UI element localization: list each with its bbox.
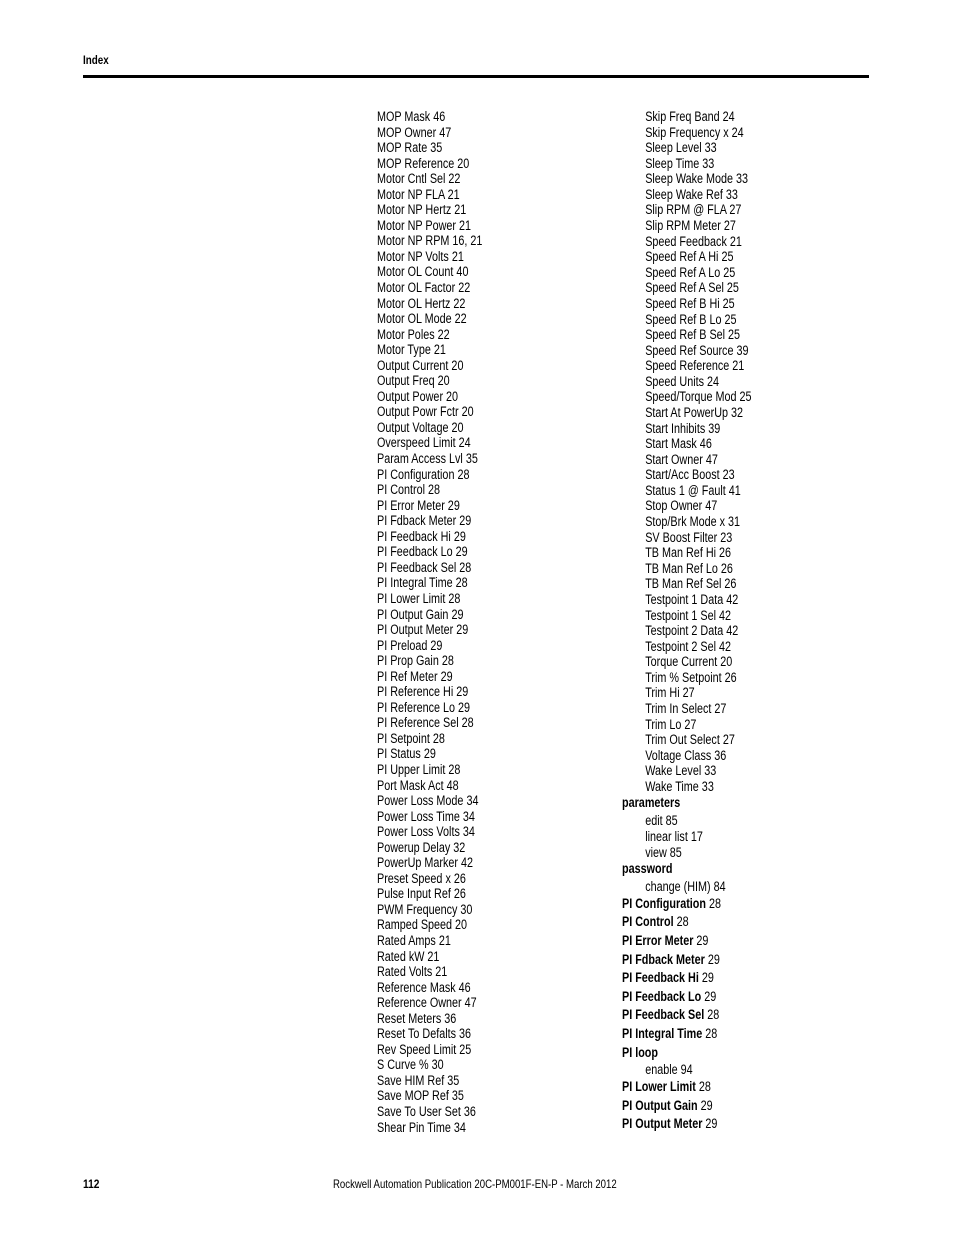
index-subentry: Trim % Setpoint 26 — [645, 669, 737, 685]
index-entry — [622, 1006, 751, 1025]
index-subentry: Speed Ref B Hi 25 — [645, 295, 735, 311]
index-term: PI Feedback Hi — [622, 970, 699, 986]
index-page-ref: 29 — [697, 1097, 713, 1113]
index-subentry: Start Inhibits 39 — [645, 420, 721, 436]
index-entry: PI Reference Sel 28 — [377, 715, 474, 731]
index-entry: Power Loss Time 34 — [377, 808, 475, 824]
index-entry: Pulse Input Ref 26 — [377, 886, 466, 902]
index-entry: PI Feedback Lo 29 — [377, 544, 468, 560]
index-page-ref: 29 — [693, 933, 709, 948]
index-subentry: Speed Ref B Lo 25 — [645, 311, 737, 327]
index-entry: PI Configuration 28 — [377, 466, 470, 482]
index-subentry: TB Man Ref Sel 26 — [645, 576, 737, 592]
index-entry: PI Feedback Hi 29 — [377, 528, 466, 544]
index-entry: PI Control 28 — [377, 482, 441, 498]
index-term: PI Error Meter — [622, 933, 694, 948]
index-entry: Output Power 20 — [377, 388, 459, 404]
index-entry: PI Prop Gain 28 — [377, 653, 454, 669]
index-term: PI Feedback Sel — [622, 1007, 705, 1023]
index-entry: PI Integral Time 28 — [377, 575, 468, 591]
index-subentry: TB Man Ref Hi 26 — [645, 545, 732, 561]
index-entry: Motor NP RPM 16, 21 — [377, 233, 483, 249]
index-entry — [622, 932, 751, 951]
index-page-ref: 29 — [701, 988, 717, 1004]
index-term: PI Output Gain — [622, 1097, 698, 1113]
index-subentry: view 85 — [645, 844, 682, 860]
index-column-right — [622, 109, 784, 1134]
index-entry: Motor OL Factor 22 — [377, 280, 471, 296]
index-entry: PI Lower Limit 28 — [377, 590, 461, 606]
index-entry: Power Loss Volts 34 — [377, 824, 475, 840]
index-subentry: Skip Frequency x 24 — [645, 124, 744, 140]
index-subentry: Testpoint 2 Data 42 — [645, 623, 739, 639]
index-page-ref: 28 — [673, 914, 689, 930]
index-subentry: Start At PowerUp 32 — [645, 404, 744, 420]
index-page-ref: 29 — [698, 970, 714, 986]
index-heading: PI loop — [622, 1044, 658, 1060]
index-entry: Motor NP Power 21 — [377, 217, 472, 233]
index-entry: PI Fdback Meter 29 — [377, 513, 472, 529]
index-entry — [622, 1078, 751, 1097]
index-entry — [622, 895, 751, 914]
index-entry: Save MOP Ref 35 — [377, 1088, 464, 1104]
index-entry: Reference Mask 46 — [377, 979, 471, 995]
index-entry: S Curve % 30 — [377, 1057, 444, 1073]
index-subentry: Slip RPM @ FLA 27 — [645, 202, 742, 218]
index-entry: Reference Owner 47 — [377, 995, 477, 1011]
index-entry: PI Setpoint 28 — [377, 730, 445, 746]
index-entry: PI Status 29 — [377, 746, 436, 762]
index-term: PI Fdback Meter — [622, 951, 705, 967]
index-entry: MOP Mask 46 — [377, 109, 446, 124]
index-subentry: Speed Ref Source 39 — [645, 342, 749, 358]
index-subentry: TB Man Ref Lo 26 — [645, 560, 733, 576]
index-subentry: Sleep Level 33 — [645, 140, 717, 156]
index-subentry: Testpoint 1 Data 42 — [645, 591, 739, 607]
page-number: 112 — [83, 1177, 100, 1191]
index-entry: Rev Speed Limit 25 — [377, 1041, 472, 1057]
index-entry: MOP Rate 35 — [377, 140, 443, 156]
index-entry: PI Preload 29 — [377, 637, 443, 653]
index-subentry: Start Mask 46 — [645, 436, 712, 452]
index-entry — [622, 913, 751, 932]
index-term: PI Lower Limit — [622, 1078, 696, 1094]
index-entry: MOP Reference 20 — [377, 155, 470, 171]
index-entry: Output Powr Fctr 20 — [377, 404, 474, 420]
index-subentry: linear list 17 — [645, 828, 703, 844]
index-subentry: Stop Owner 47 — [645, 498, 718, 514]
index-page-ref: 28 — [695, 1078, 711, 1094]
index-entry: Motor OL Count 40 — [377, 264, 469, 280]
index-entry: Motor Cntl Sel 22 — [377, 171, 461, 187]
page-header-label: Index — [83, 53, 109, 67]
index-entry: Rated Volts 21 — [377, 964, 448, 980]
index-entry: Motor OL Mode 22 — [377, 311, 467, 327]
index-subentry: Speed Ref B Sel 25 — [645, 327, 741, 343]
index-entry: PI Ref Meter 29 — [377, 668, 453, 684]
index-entry: PI Output Gain 29 — [377, 606, 464, 622]
index-subentry: Trim Lo 27 — [645, 716, 697, 732]
index-entry: Output Current 20 — [377, 357, 464, 373]
index-subentry: Start/Acc Boost 23 — [645, 467, 735, 483]
index-entry: PowerUp Marker 42 — [377, 855, 474, 871]
index-entry: Save HIM Ref 35 — [377, 1072, 460, 1088]
index-subentry: Testpoint 1 Sel 42 — [645, 607, 732, 623]
index-entry: PI Reference Hi 29 — [377, 684, 469, 700]
index-heading: parameters — [622, 795, 681, 811]
index-subentry: change (HIM) 84 — [645, 879, 726, 895]
index-page-ref: 28 — [702, 1025, 718, 1041]
index-entry: Port Mask Act 48 — [377, 777, 459, 793]
index-entry: Param Access Lvl 35 — [377, 451, 478, 467]
index-entry: Rated kW 21 — [377, 948, 440, 964]
index-entry: Reset Meters 36 — [377, 1010, 457, 1026]
index-term: PI Control — [622, 914, 674, 930]
index-entry: Motor Type 21 — [377, 342, 446, 358]
index-entry: Motor NP Volts 21 — [377, 248, 464, 264]
index-entry: PI Upper Limit 28 — [377, 761, 461, 777]
header-rule — [83, 75, 869, 78]
index-entry: Motor NP FLA 21 — [377, 186, 460, 202]
index-subentry: Sleep Wake Ref 33 — [645, 186, 738, 202]
index-entry: Motor Poles 22 — [377, 326, 450, 342]
index-subentry: Speed Ref A Sel 25 — [645, 280, 739, 296]
index-subentry: Speed Reference 21 — [645, 358, 745, 374]
index-column-left — [377, 109, 509, 1135]
index-entry: Reset To Defalts 36 — [377, 1026, 472, 1042]
index-subentry: Sleep Time 33 — [645, 155, 715, 171]
index-subentry: Stop/Brk Mode x 31 — [645, 514, 741, 530]
index-entry: Preset Speed x 26 — [377, 870, 466, 886]
index-page-ref: 28 — [704, 1007, 720, 1023]
index-entry: PI Feedback Sel 28 — [377, 559, 472, 575]
index-subentry: Skip Freq Band 24 — [645, 109, 735, 124]
index-page-ref: 28 — [706, 895, 722, 911]
index-subentry: Speed/Torque Mod 25 — [645, 389, 752, 405]
index-entry — [622, 1097, 751, 1116]
index-entry: Ramped Speed 20 — [377, 917, 468, 933]
index-entry: PI Reference Lo 29 — [377, 699, 471, 715]
index-subentry: Trim In Select 27 — [645, 700, 727, 716]
index-subentry: Voltage Class 36 — [645, 747, 727, 763]
index-subentry: Speed Ref A Hi 25 — [645, 249, 734, 265]
index-entry: Output Voltage 20 — [377, 419, 464, 435]
index-entry — [622, 988, 751, 1007]
index-subentry: Sleep Wake Mode 33 — [645, 171, 749, 187]
index-entry: Motor OL Hertz 22 — [377, 295, 466, 311]
index-entry: Shear Pin Time 34 — [377, 1119, 466, 1135]
index-entry: Motor NP Hertz 21 — [377, 202, 467, 218]
index-term: PI Feedback Lo — [622, 988, 702, 1004]
publication-info: Rockwell Automation Publication 20C-PM001F-EN-P - March 2012 — [333, 1177, 617, 1191]
index-subentry: Trim Out Select 27 — [645, 732, 735, 748]
index-subentry: Torque Current 20 — [645, 654, 733, 670]
index-subentry: Speed Ref A Lo 25 — [645, 264, 736, 280]
index-subentry: Trim Hi 27 — [645, 685, 695, 701]
index-page-ref: 29 — [702, 1116, 718, 1132]
index-subentry: enable 94 — [645, 1062, 693, 1078]
index-subentry: Wake Level 33 — [645, 763, 717, 779]
index-heading: password — [622, 861, 673, 877]
index-subentry: Slip RPM Meter 27 — [645, 218, 736, 234]
index-entry: Power Loss Mode 34 — [377, 793, 479, 809]
index-subentry: Start Owner 47 — [645, 451, 718, 467]
index-entry: PI Output Meter 29 — [377, 622, 469, 638]
index-page-ref: 29 — [704, 951, 720, 967]
index-entry: Overspeed Limit 24 — [377, 435, 471, 451]
index-subentry: Status 1 @ Fault 41 — [645, 482, 741, 498]
index-entry: Powerup Delay 32 — [377, 839, 466, 855]
index-entry: PWM Frequency 30 — [377, 901, 473, 917]
index-entry — [622, 969, 751, 988]
index-subentry: edit 85 — [645, 813, 678, 829]
index-entry — [622, 1025, 751, 1044]
index-subentry: Wake Time 33 — [645, 778, 714, 794]
index-entry: MOP Owner 47 — [377, 124, 452, 140]
index-entry: Rated Amps 21 — [377, 932, 451, 948]
index-entry: PI Error Meter 29 — [377, 497, 460, 513]
index-subentry: Speed Feedback 21 — [645, 233, 742, 249]
index-entry — [622, 1115, 751, 1134]
index-term: PI Output Meter — [622, 1116, 703, 1132]
index-subentry: Speed Units 24 — [645, 373, 720, 389]
index-term: PI Configuration — [622, 895, 706, 911]
index-entry: Save To User Set 36 — [377, 1104, 476, 1119]
index-subentry: SV Boost Filter 23 — [645, 529, 733, 545]
index-subentry: Testpoint 2 Sel 42 — [645, 638, 732, 654]
index-entry — [622, 951, 751, 970]
index-entry: Output Freq 20 — [377, 373, 450, 389]
index-term: PI Integral Time — [622, 1025, 703, 1041]
